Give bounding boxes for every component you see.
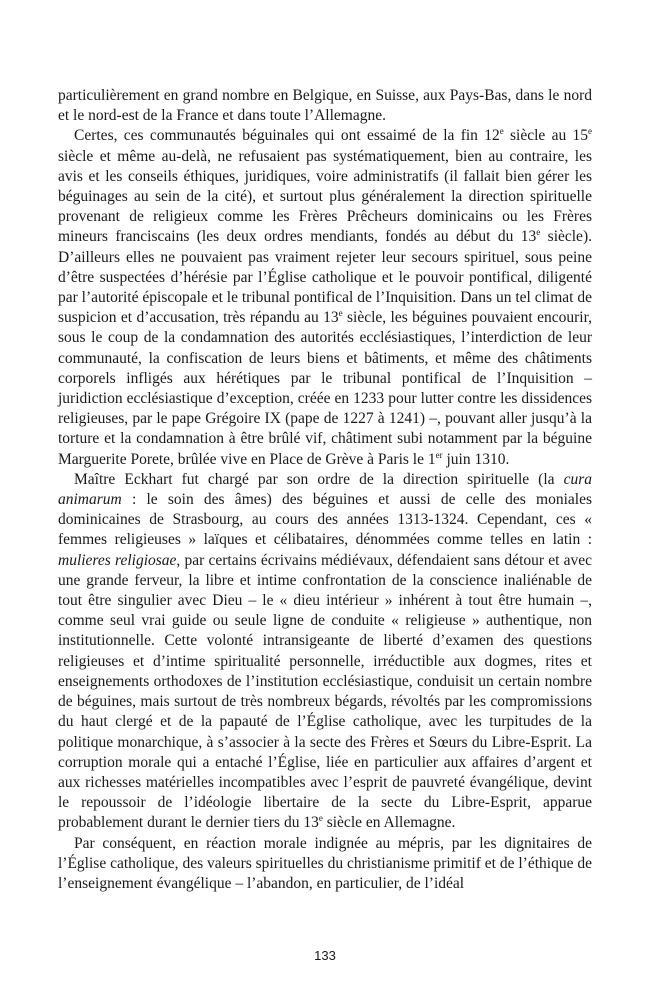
superscript: e <box>338 308 343 319</box>
text-run: siècle, les béguines pouvaient encourir, sous le coup de la condamnation des autorités ecclésiastiques, l’interdiction de leur communauté, la confiscation de leurs biens et bâtiments, et même des châtiments corporels infligés aux hérétiques par le tribunal pontifical de l’Inquisition – juridiction ecclésiastique d’exception, créée en 1233 pour lutter contre les dissidences religieuses, par le pape Grégoire IX (pape de 1227 à 1241) –, pouvant aller jusqu’à la torture et la condamnation à être brûlé vif, châtiment subi notamment par la béguine Marguerite Porete, brûlée vive en Place de Grève à Paris le 1 <box>58 309 592 468</box>
text-run: particulièrement en grand nombre en Belgique, en Suisse, aux Pays-Bas, dans le nord et le nord-est de la France et dans toute l’Allemagne. <box>58 87 592 125</box>
text-run: siècle). D’ailleurs elles ne pouvaient pas vraiment rejeter leur secours spirituel, sous peine d’être suspectées d’hérésie par l’Église catholique et le pouvoir pontifical, diligenté par l’autorité épiscopale et le tribunal pontifical de l’Inquisition. Dans un tel climat de suspicion et d’accusation, très répandu au 13 <box>58 228 592 327</box>
italic-term: cura animarum <box>58 470 592 509</box>
superscript: er <box>435 449 443 460</box>
text-run: siècle au 15 <box>503 127 588 145</box>
text-run: siècle en Allemagne. <box>322 814 456 832</box>
text-run: Certes, ces communautés béguinales qui ont essaimé de la fin 12 <box>74 127 500 145</box>
text-run: , par certains écrivains médiévaux, défendaient sans détour et avec une grande ferveur, la libre et intime confrontation de la conscience inaliénable de tout être singulier avec Dieu – le « dieu intérieur » inhérent à tout être humain –, comme seul vrai guide ou seule ligne de conduite « religieuse » authentique, non institutionnelle. Cette volonté intransigeante de liberté d’examen des questions religieuses et d’intime spiritualité personnelle, irréductible aux dogmes, rites et enseignements orthodoxes de l’institution ecclésiastique, conduisit un certain nombre de béguines, mais surtout de très nombreux bégards, révoltés par les compromissions du haut clergé et de la papauté de l’Église catholique, avec les turpitudes de la politique monarchique, à s’associer à la secte des Frères et Sœurs du Libre-Esprit. La corruption morale qui a entaché l’Église, liée en particulier aux affaires d’argent et aux richesses matérielles incompatibles avec l’esprit de pauvreté évangélique, devint le repoussoir de l’idéologie libertaire de la secte du Libre-Esprit, apparue probablement durant le dernier tiers du 13 <box>58 551 592 832</box>
text-run: Par conséquent, en réaction morale indignée au mépris, par les dignitaires de l’Église catholique, des valeurs spirituelles du christianisme primitif et de l’éthique de l’enseignement évangélique – l’abandon, en particulier, de l’idéal <box>58 834 592 892</box>
italic-term: mulieres religiosae <box>58 551 177 569</box>
body-text <box>58 86 592 894</box>
text-run: siècle et même au-delà, ne refusaient pas systématiquement, bien au contraire, les avis et les conseils éthiques, juridiques, voire administratifs (il fallait bien gérer les béguinages au sein de la cité), et surtout plus généralement la direction spirituelle provenant de religieux comme les Frères Prêcheurs dominicains ou les Frères mineurs franciscains (les deux ordres mendiants, fondés au début du 13 <box>58 147 592 246</box>
paragraph <box>58 834 592 895</box>
superscript: e <box>588 126 592 137</box>
paragraph <box>58 470 592 834</box>
text-run: : le soin des âmes) des béguines et aussi de celle des moniales dominicaines de Strasbourg, au cours des années 1313-1324. Cependant, ces « femmes religieuses » laïques et célibataires, dénommées comme telles en latin : <box>58 491 592 549</box>
text-run: juin 1310. <box>442 450 510 468</box>
superscript: e <box>536 227 541 238</box>
paragraph <box>58 126 592 469</box>
superscript: e <box>499 126 504 137</box>
superscript: e <box>318 813 323 824</box>
text-run: Maître Eckhart fut chargé par son ordre de la direction spirituelle (la <box>74 470 564 488</box>
page-number: 133 <box>314 948 336 963</box>
paragraph <box>58 86 592 126</box>
